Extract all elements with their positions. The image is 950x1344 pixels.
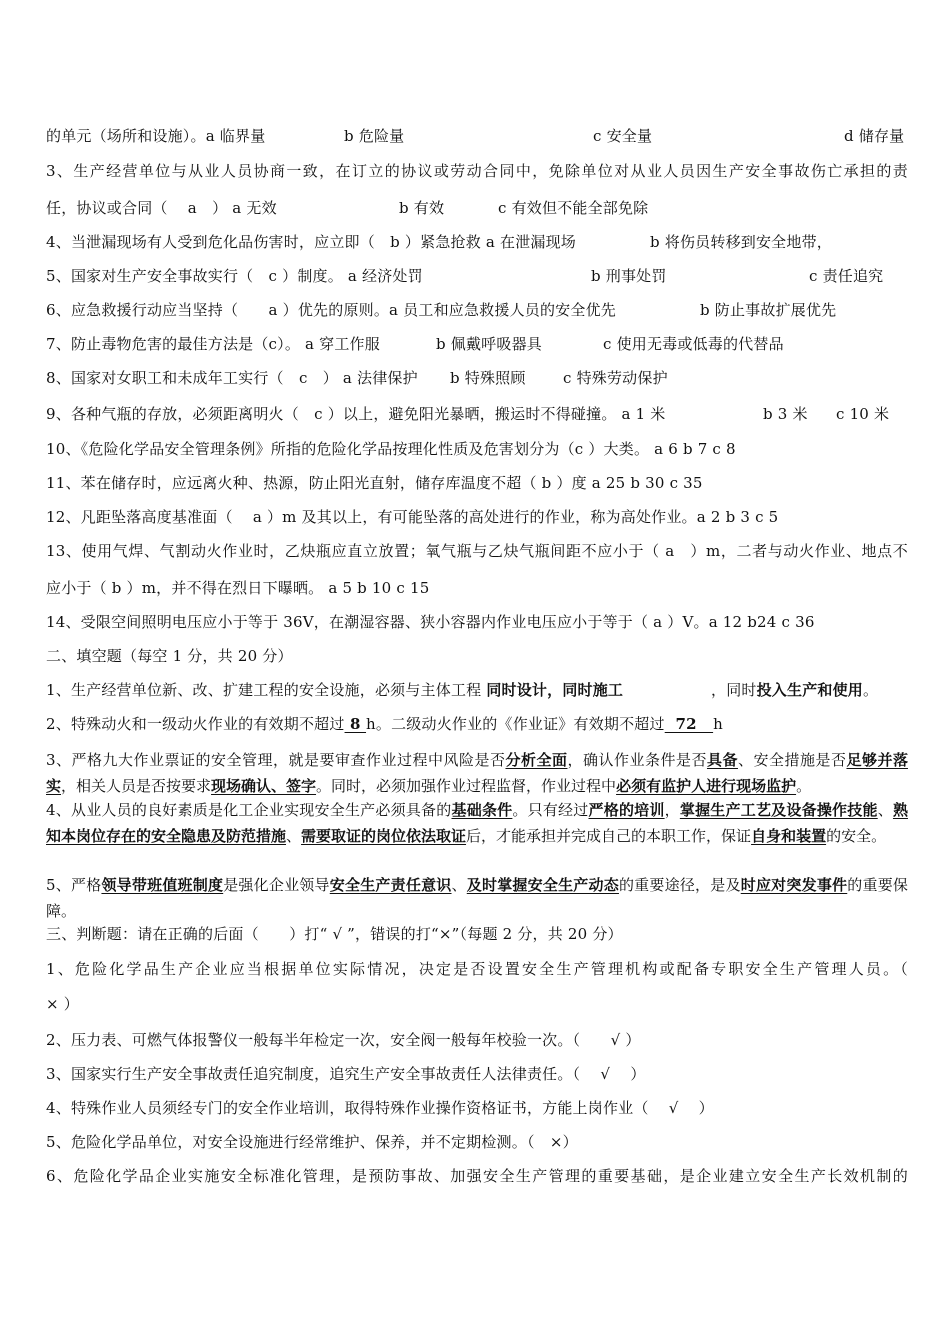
question-14: 14、受限空间照明电压应小于等于 36V，在潮湿容器、狭小容器内作业电压应小于等于（ a ）V。a 12 b24 c 36 bbox=[46, 613, 815, 631]
answer-text: 掌握生产工艺及设备操作技能 bbox=[679, 801, 878, 819]
answer-text: 安全生产责任意识 bbox=[329, 876, 452, 894]
answer-text: 具备 bbox=[706, 751, 738, 769]
judge-question-4: 4、特殊作业人员须经专门的安全作业培训，取得特殊作业操作资格证书，方能上岗作业（ √ ） bbox=[46, 1099, 714, 1117]
answer-text: 时应对突发事件 bbox=[740, 876, 848, 894]
option-c: c 安全量 bbox=[593, 127, 653, 145]
judge-question-1-line-1: 1、危险化学品生产企业应当根据单位实际情况，决定是否设置安全生产管理机构或配备专职安全生产管理人员。（ bbox=[46, 960, 908, 978]
option-c: c 使用无毒或低毒的代替品 bbox=[603, 335, 784, 353]
option-c: c 有效但不能全部免除 bbox=[498, 199, 649, 217]
judge-question-1-line-2: × ） bbox=[46, 995, 79, 1013]
answer-text: 投入生产和使用 bbox=[756, 681, 864, 699]
question-13-line-1: 13、使用气焊、气割动火作业时，乙炔瓶应直立放置；氧气瓶与乙炔气瓶间距不应小于（ a ）m，二者与动火作业、地点不 bbox=[46, 542, 908, 560]
option-b: b 刑事处罚 bbox=[591, 267, 667, 285]
judge-question-5: 5、危险化学品单位，对安全设施进行经常维护、保养，并不定期检测。（ ×） bbox=[46, 1133, 578, 1151]
line-text: 1、生产经营单位新、改、扩建工程的安全设施，必须与主体工程 bbox=[46, 681, 487, 699]
line-text: 任，协议或合同（ a ） a 无效 bbox=[46, 199, 277, 217]
question-11: 11、苯在储存时，应远离火种、热源，防止阳光直射，储存库温度不超（ b ）度 a 25 b 30 c 35 bbox=[46, 474, 703, 492]
line-text: 6、应急救援行动应当坚持（ a ）优先的原则。a 员工和应急救援人员的安全优先 bbox=[46, 301, 616, 319]
option-c: c 责任追究 bbox=[809, 267, 884, 285]
answer-text: 及时掌握安全生产动态 bbox=[466, 876, 619, 894]
answer-text: 熟知本岗位存在的安全隐患及防范措施 bbox=[46, 801, 908, 845]
question-7 bbox=[46, 334, 908, 354]
option-b: b 防止事故扩展优先 bbox=[700, 301, 837, 319]
answer-text: 需要取证的岗位依法取证 bbox=[301, 827, 467, 845]
document-page bbox=[46, 0, 908, 1344]
answer-text: 分析全面 bbox=[505, 751, 568, 769]
option-b: b 有效 bbox=[399, 199, 445, 217]
judge-question-3: 3、国家实行生产安全事故责任追究制度，追究生产安全事故责任人法律责任。（ √ ） bbox=[46, 1065, 646, 1083]
option-b: b 3 米 bbox=[763, 405, 808, 423]
line-text: 4、当泄漏现场有人受到危化品伤害时，应立即（ b ）紧急抢救 a 在泄漏现场 bbox=[46, 233, 576, 251]
line-text: 7、防止毒物危害的最佳方法是（c）。 a 穿工作服 bbox=[46, 335, 380, 353]
line-text: 2、特殊动火和一级动火作业的有效期不超过 bbox=[46, 715, 345, 733]
section-2-heading: 二、填空题（每空 1 分，共 20 分） bbox=[46, 647, 293, 665]
answer-text: 自身和装置 bbox=[751, 827, 827, 845]
question-8 bbox=[46, 368, 908, 388]
question-12: 12、凡距坠落高度基准面（ a ）m 及其以上，有可能坠落的高处进行的作业，称为高处作业。a 2 b 3 c 5 bbox=[46, 508, 779, 526]
line-text: 的单元（场所和设施）。a 临界量 bbox=[46, 127, 266, 145]
option-c: c 特殊劳动保护 bbox=[563, 369, 668, 387]
option-b: b 佩戴呼吸器具 bbox=[436, 335, 542, 353]
question-13-line-2: 应小于（ b ）m，并不得在烈日下曝晒。 a 5 b 10 c 15 bbox=[46, 579, 430, 597]
section-3-heading: 三、判断题：请在正确的后面（ ）打“ √ ”，错误的打“×”（每题 2 分，共 20 分） bbox=[46, 925, 623, 943]
option-d: d 储存量 bbox=[844, 127, 905, 145]
judge-question-6: 6、危险化学品企业实施安全标准化管理，是预防事故、加强安全生产管理的重要基础，是企业建立安全生产长效机制的 bbox=[46, 1167, 908, 1185]
question-3-line-2 bbox=[46, 198, 908, 218]
answer-text: 8 bbox=[344, 715, 367, 733]
answer-text: 现场确认、签字 bbox=[211, 777, 317, 795]
line-text: 9、各种气瓶的存放，必须距离明火（ c ）以上，避免阳光暴晒，搬运时不得碰撞。 a 1 米 bbox=[46, 405, 666, 423]
option-b: b 危险量 bbox=[344, 127, 405, 145]
option-c: c 10 米 bbox=[836, 405, 890, 423]
fill-question-5: 5、严格领导带班值班制度是强化企业领导安全生产责任意识、及时掌握安全生产动态的重要途径，是及时应对突发事件的重要保障。 bbox=[46, 876, 908, 920]
fill-question-2: 2、特殊动火和一级动火作业的有效期不超过 8 h。二级动火作业的《作业证》有效期不超过 72 h bbox=[46, 715, 723, 733]
answer-text: 基础条件 bbox=[451, 801, 513, 819]
answer-text: 严格的培训 bbox=[588, 801, 665, 819]
question-4 bbox=[46, 232, 908, 252]
question-10: 10、《危险化学品安全管理条例》所指的危险化学品按理化性质及危害划分为（c ）大类。 a 6 b 7 c 8 bbox=[46, 440, 736, 458]
question-3-line-1: 3、生产经营单位与从业人员协商一致，在订立的协议或劳动合同中，免除单位对从业人员因生产安全事故伤亡承担的责 bbox=[46, 162, 908, 180]
question-2-options bbox=[46, 126, 908, 146]
fill-question-3: 3、严格九大作业票证的安全管理，就是要审查作业过程中风险是否分析全面，确认作业条件是否具备、安全措施是否足够并落实，相关人员是否按要求现场确认、签字。同时，必须加强作业过程监督，作业过程中必须有监护人进行现场监护。 bbox=[46, 751, 908, 795]
answer-text: 必须有监护人进行现场监护 bbox=[616, 777, 797, 795]
option-b: b 将伤员转移到安全地带， bbox=[650, 233, 832, 251]
fill-question-1 bbox=[46, 680, 908, 700]
question-5 bbox=[46, 266, 908, 286]
answer-text: 同时设计，同时施工 bbox=[486, 681, 624, 699]
answer-text: 72 bbox=[664, 715, 714, 733]
question-6 bbox=[46, 300, 908, 320]
answer-text: 足够并落实 bbox=[46, 751, 908, 795]
answer-text: 领导带班值班制度 bbox=[101, 876, 224, 894]
line-text: 5、国家对生产安全事故实行（ c ）制度。 a 经济处罚 bbox=[46, 267, 423, 285]
line-text: 8、国家对女职工和未成年工实行（ c ） a 法律保护 bbox=[46, 369, 418, 387]
fill-question-4: 4、从业人员的良好素质是化工企业实现安全生产必须具备的基础条件。只有经过严格的培训，掌握生产工艺及设备操作技能、熟知本岗位存在的安全隐患及防范措施、需要取证的岗位依法取证后，才能承担并完成自己的本职工作，保证自身和装置的安全。 bbox=[46, 801, 908, 845]
option-b: b 特殊照顾 bbox=[450, 369, 526, 387]
line-text: ，同时投入生产和使用。 bbox=[711, 681, 879, 699]
judge-question-2: 2、压力表、可燃气体报警仪一般每半年检定一次，安全阀一般每年校验一次。（ √ ） bbox=[46, 1031, 641, 1049]
question-9 bbox=[46, 404, 908, 424]
